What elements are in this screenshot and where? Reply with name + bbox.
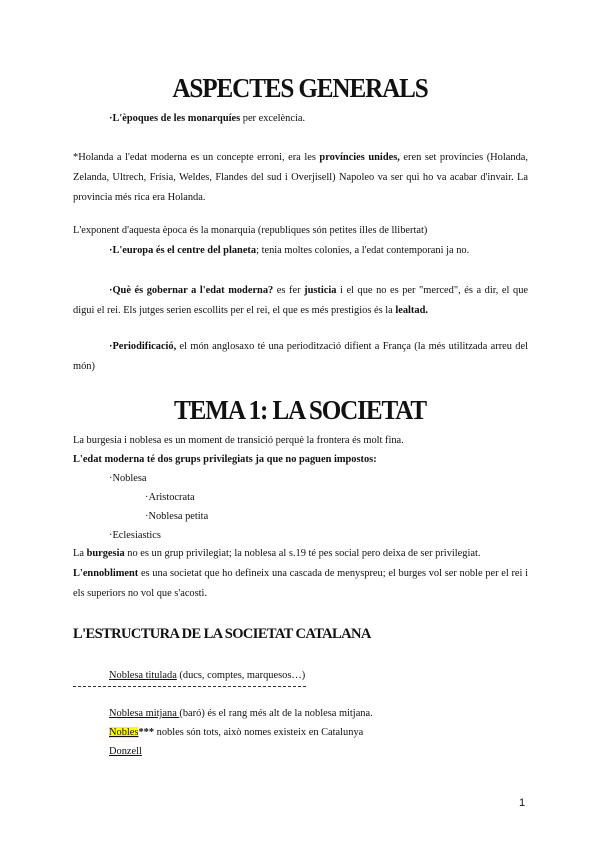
burgesia-text-a: La <box>73 548 87 559</box>
structure-item-donzell <box>109 745 142 759</box>
nobles-highlighted: Nobles <box>109 727 139 738</box>
periodificacio-bold: ·Periodificació, <box>109 341 177 352</box>
holanda-bold: províncies unides, <box>319 152 400 163</box>
paragraph-exponent: L'exponent d'aquesta època és la monarquia (republiques són petites illes de llibertat) <box>73 225 428 236</box>
structure-item-nobles <box>109 726 363 740</box>
donzell-underlined: Donzell <box>109 746 142 757</box>
paragraph-gobernar <box>73 281 528 321</box>
epoques-bold: ·L'èpoques de les monarquíes <box>109 113 241 124</box>
list-item-aristocrata: ·Aristocrata <box>145 492 195 503</box>
ennobliment-text: es una societat que ho defineix una cascada de menyspreu; el burges vol ser noble per el rei i els superiors no vol que s'acosti. <box>73 568 528 599</box>
nobles-text: nobles són tots, això nomes existeix en Catalunya <box>154 727 364 738</box>
holanda-text-a: *Holanda a l'edat moderna es un concepte erroni, era les <box>73 152 320 163</box>
mitjana-underlined: Noblesa mitjana <box>109 708 180 719</box>
paragraph-periodificacio <box>73 337 528 377</box>
dashed-divider <box>73 686 306 687</box>
structure-item-mitjana <box>109 707 373 721</box>
gobernar-bold: ·Què és gobernar a l'edat moderna? <box>109 285 274 296</box>
periodificacio-text: el món anglosaxo té una periodització difient a França (la més utilitzada arreu del món) <box>73 341 528 372</box>
tema-title: TEMA 1: LA SOCIETAT <box>173 395 427 425</box>
gobernar-text-b: es fer <box>273 285 305 296</box>
europa-text: ; tenia moltes colonies, a l'edat contemporani ja no. <box>256 245 470 256</box>
paragraph-holanda <box>73 148 528 208</box>
paragraph-burgesia <box>73 547 480 561</box>
main-title: ASPECTES GENERALS <box>172 73 428 103</box>
holanda-text-c: eren set províncies (Holanda, Zelanda, Ultrech, Frísia, Weldes, Flandes del sud i Overjisell) Napoleo va ser qui ho va acabar d'invair. La provincia més rica era Holanda. <box>73 152 528 203</box>
section-title: L'ESTRUCTURA DE LA SOCIETAT CATALANA <box>73 626 371 642</box>
structure-item-titulada <box>109 669 305 683</box>
page-number: 1 <box>519 797 526 809</box>
europa-bold: ·L'europa és el centre del planeta <box>109 245 257 256</box>
mitjana-text: (baró) és el rang més alt de la noblesa mitjana. <box>179 708 373 719</box>
epoques-text: per excelència. <box>240 113 306 124</box>
list-item-noblesa: ·Noblesa <box>109 473 147 484</box>
paragraph-burgesia-noblesa: La burgesia i noblesa es un moment de transició perquè la frontera és molt fina. <box>73 435 404 446</box>
nobles-stars: *** <box>138 727 155 738</box>
paragraph-epoques <box>109 112 305 126</box>
burgesia-text-c: no es un grup privilegiat; la noblesa al s.19 té pes social pero deixa de ser privilegiat. <box>124 548 481 559</box>
titulada-underlined: Noblesa titulada <box>109 670 177 681</box>
gobernar-text-d: i el que no es per "merced", és a dir, el que digui el rei. Els jutges serien escollits per el rei, el que es més prestigios és la <box>73 285 528 316</box>
justicia-bold: justicia <box>304 285 337 296</box>
titulada-text: (ducs, comptes, marquesos…) <box>176 670 306 681</box>
grups-privilegiats-bold: L'edat moderna té dos grups privilegiats ja que no paguen impostos: <box>73 454 377 465</box>
list-item-noblesa-petita: ·Noblesa petita <box>145 511 209 522</box>
ennobliment-bold: L'ennobliment <box>73 568 139 579</box>
paragraph-europa <box>109 244 469 258</box>
burgesia-bold: burgesia <box>86 548 125 559</box>
list-item-eclesiastics: ·Eclesiastics <box>109 530 161 541</box>
paragraph-ennobliment <box>73 564 528 604</box>
lealtad-bold: lealtad. <box>395 305 428 316</box>
paragraph-grups-privilegiats <box>73 453 377 467</box>
